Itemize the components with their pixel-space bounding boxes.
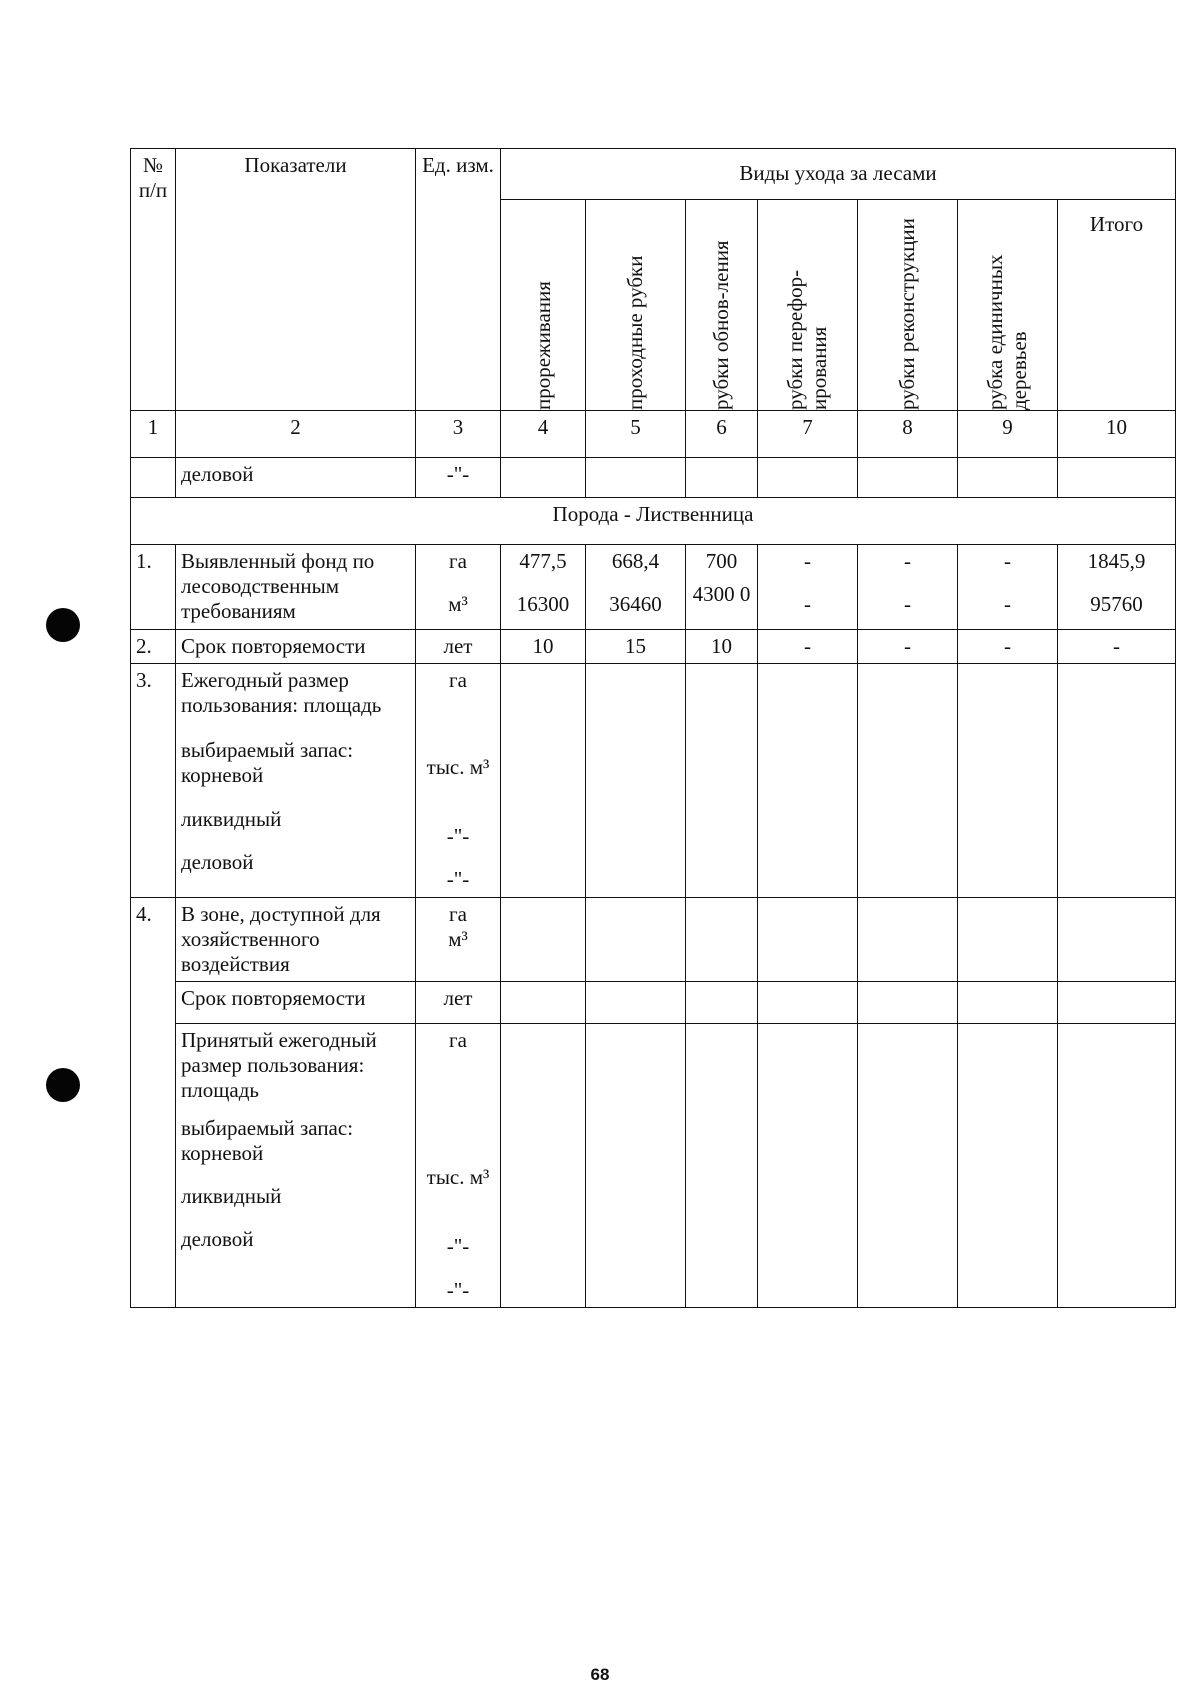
header-care-types: Виды ухода за лесами	[501, 149, 1176, 200]
business-carry-row	[131, 458, 1176, 498]
row-unit: га м³	[416, 545, 501, 630]
header-indicators: Показатели	[176, 149, 416, 411]
col-number: 9	[958, 411, 1058, 458]
row-label: Выявленный фонд по лесоводственным требованиям	[176, 545, 416, 630]
header-reconstruction-cuts: рубки реконструкции	[858, 200, 958, 411]
col-number: 6	[686, 411, 758, 458]
value-cell: - -	[758, 545, 858, 630]
row-num: 3.	[131, 663, 176, 897]
value-cell: 700 4300 0	[686, 545, 758, 630]
header-reforming-cuts: рубки перефор-ирования	[758, 200, 858, 411]
row-label: Ежегодный размер пользования: площадь выбираемый запас: корневой ликвидный деловой	[176, 663, 416, 897]
row-4-period	[131, 982, 1176, 1024]
header-single-tree-cuts: рубка единичных деревьев	[958, 200, 1058, 411]
page-number: 68	[590, 1665, 610, 1684]
row-num: 4.	[131, 897, 176, 1307]
row-unit: га м³	[416, 897, 501, 982]
row-label: деловой	[176, 458, 416, 498]
value-cell: 477,5 16300	[501, 545, 586, 630]
header-num: № п/п	[131, 149, 176, 411]
col-number: 10	[1058, 411, 1176, 458]
value-cell: 15	[586, 629, 686, 663]
col-number: 7	[758, 411, 858, 458]
value-cell: - -	[858, 545, 958, 630]
row-label: Принятый ежегодный размер пользования: площадь выбираемый запас: корневой ликвидный деловой	[176, 1024, 416, 1308]
value-cell: 668,4 36460	[586, 545, 686, 630]
value-cell: -	[758, 629, 858, 663]
col-number: 1	[131, 411, 176, 458]
total-cell: 1845,9 95760	[1058, 545, 1176, 630]
value-cell: 10	[501, 629, 586, 663]
forest-care-table	[130, 148, 1176, 1308]
section-row	[131, 498, 1176, 545]
value-cell: -	[958, 629, 1058, 663]
col-number: 2	[176, 411, 416, 458]
row-unit: га тыс. м³ -"- -"-	[416, 663, 501, 897]
row-label: Срок повторяемости	[176, 982, 416, 1024]
punch-hole-top	[46, 608, 80, 642]
row-1	[131, 545, 1176, 630]
row-unit: лет	[416, 629, 501, 663]
value-cell: -	[858, 629, 958, 663]
row-num: 1.	[131, 545, 176, 630]
row-unit: га тыс. м³ -"- -"-	[416, 1024, 501, 1308]
value-cell: 10	[686, 629, 758, 663]
row-label: В зоне, доступной для хозяйственного воздействия	[176, 897, 416, 982]
row-unit: -"-	[416, 458, 501, 498]
row-4-accepted	[131, 1024, 1176, 1308]
total-cell: -	[1058, 629, 1176, 663]
row-2	[131, 629, 1176, 663]
header-thinning: прореживания	[501, 200, 586, 411]
header-unit: Ед. изм.	[416, 149, 501, 411]
section-title: Порода - Лиственница	[131, 498, 1176, 545]
col-number: 4	[501, 411, 586, 458]
punch-hole-bottom	[46, 1068, 80, 1102]
row-3	[131, 663, 1176, 897]
header-row-1	[131, 149, 1176, 200]
header-total: Итого	[1058, 200, 1176, 411]
row-unit: лет	[416, 982, 501, 1024]
row-label: Срок повторяемости	[176, 629, 416, 663]
col-number: 8	[858, 411, 958, 458]
header-renewal-cuts: рубки обнов-ления	[686, 200, 758, 411]
column-numbers-row	[131, 411, 1176, 458]
col-number: 5	[586, 411, 686, 458]
header-passage-cuts: проходные рубки	[586, 200, 686, 411]
value-cell: - -	[958, 545, 1058, 630]
row-4	[131, 897, 1176, 982]
row-num: 2.	[131, 629, 176, 663]
col-number: 3	[416, 411, 501, 458]
